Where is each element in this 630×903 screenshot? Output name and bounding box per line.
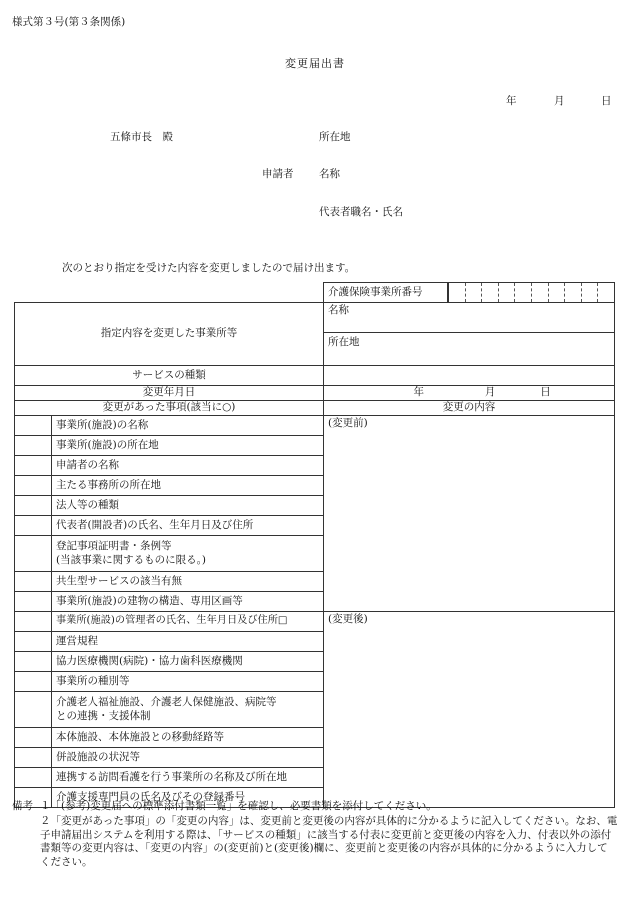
item-check-cell[interactable] (15, 728, 52, 748)
item-row: 事業所の種別等 (52, 672, 324, 692)
item-row: 法人等の種類 (52, 496, 324, 516)
item-check-cell[interactable] (15, 768, 52, 788)
item-check-cell[interactable] (15, 516, 52, 536)
change-month-label: 月 (484, 386, 496, 399)
item-row: 運営規程 (52, 632, 324, 652)
applicant-name-label: 名称 (319, 168, 340, 180)
item-row: 事業所(施設)の管理者の氏名、生年月日及び住所□ (52, 612, 324, 632)
date-year-label: 年 (506, 95, 517, 107)
item-row: 事業所(施設)の所在地 (52, 436, 324, 456)
item-check-cell[interactable] (15, 652, 52, 672)
item-row: 介護支援専門員の氏名及びその登録番号 (52, 788, 324, 808)
date-month-label: 月 (554, 95, 565, 107)
change-notification-table (14, 282, 615, 808)
item-row: 連携する訪問看護を行う事業所の名称及び所在地 (52, 768, 324, 788)
item-row: 協力医療機関(病院)・協力歯科医療機関 (52, 652, 324, 672)
item-row: 介護老人福祉施設、介護老人保健施設、病院等 との連携・支援体制 (52, 692, 324, 728)
item-row: 代表者(開設者)の氏名、生年月日及び住所 (52, 516, 324, 536)
item-check-cell[interactable] (15, 436, 52, 456)
item-check-cell[interactable] (15, 536, 52, 572)
item-check-cell[interactable] (15, 612, 52, 632)
before-label: (変更前) (328, 417, 368, 429)
change-day-label: 日 (540, 386, 551, 399)
addressee: 五條市長 殿 (110, 131, 173, 143)
representative-label: 代表者職名・氏名 (319, 206, 403, 218)
item-row: 本体施設、本体施設との移動経路等 (52, 728, 324, 748)
office-number-label: 介護保険事業所番号 (324, 283, 448, 303)
office-name-field[interactable] (324, 303, 615, 333)
after-content-field[interactable] (324, 612, 615, 808)
change-date-field[interactable] (324, 386, 615, 401)
item-row: 併設施設の状況等 (52, 748, 324, 768)
item-check-cell[interactable] (15, 672, 52, 692)
applicant-label: 申請者 (262, 168, 294, 180)
applicant-address-label: 所在地 (319, 131, 351, 143)
after-label: (変更後) (328, 613, 368, 625)
remarks-label: 備考 (12, 800, 33, 812)
intro-text: 次のとおり指定を受けた内容を変更しましたので届け出ます。 (62, 262, 356, 274)
item-check-cell[interactable] (15, 692, 52, 728)
item-row: 主たる事務所の所在地 (52, 476, 324, 496)
date-day-label: 日 (601, 95, 612, 107)
item-check-cell[interactable] (15, 476, 52, 496)
office-address-field[interactable] (324, 333, 615, 366)
changed-items-header: 変更があった事項(該当に○) (15, 401, 324, 416)
item-check-cell[interactable] (15, 632, 52, 652)
item-check-cell[interactable] (15, 416, 52, 436)
item-row: 登記事項証明書・条例等 (当該事業に関するものに限る。) (52, 536, 324, 572)
before-content-field[interactable] (324, 416, 615, 612)
change-content-header: 変更の内容 (324, 401, 615, 416)
remarks-note-2: ２「変更があった事項」の「変更の内容」は、変更前と変更後の内容が具体的に分かるように記入してください。なお、電子申請届出システムを利用する際は、「サービスの種類」に該当する付表に変更前と変更後の内容を入力、付表以外の添付書類等の変更内容は、「変更の内容」の(変更前)と(変更後)欄に、変更前と変更後の内容が具体的に分かるように入力してください。 (40, 815, 618, 868)
service-type-field[interactable] (324, 366, 615, 386)
item-row: 事業所(施設)の建物の構造、専用区画等 (52, 592, 324, 612)
item-row: 共生型サービスの該当有無 (52, 572, 324, 592)
item-row: 事業所(施設)の名称 (52, 416, 324, 436)
item-row: 申請者の名称 (52, 456, 324, 476)
change-year-label: 年 (413, 386, 424, 399)
changed-office-label: 指定内容を変更した事業所等 (15, 303, 324, 366)
form-number: 様式第３号(第３条関係) (12, 16, 126, 28)
item-check-cell[interactable] (15, 496, 52, 516)
item-check-cell[interactable] (15, 592, 52, 612)
remarks-note-1: １「(参考)変更届への標準添付書類一覧」を確認し、必要書類を添付してください。 (40, 800, 437, 812)
office-address-label: 所在地 (328, 336, 360, 348)
office-number-boxes[interactable] (448, 283, 615, 303)
item-check-cell[interactable] (15, 748, 52, 768)
office-name-label: 名称 (328, 304, 349, 316)
document-title: 変更届出書 (285, 57, 345, 70)
change-date-label: 変更年月日 (15, 386, 324, 401)
item-check-cell[interactable] (15, 572, 52, 592)
item-check-cell[interactable] (15, 456, 52, 476)
service-type-label: サービスの種類 (15, 366, 324, 386)
